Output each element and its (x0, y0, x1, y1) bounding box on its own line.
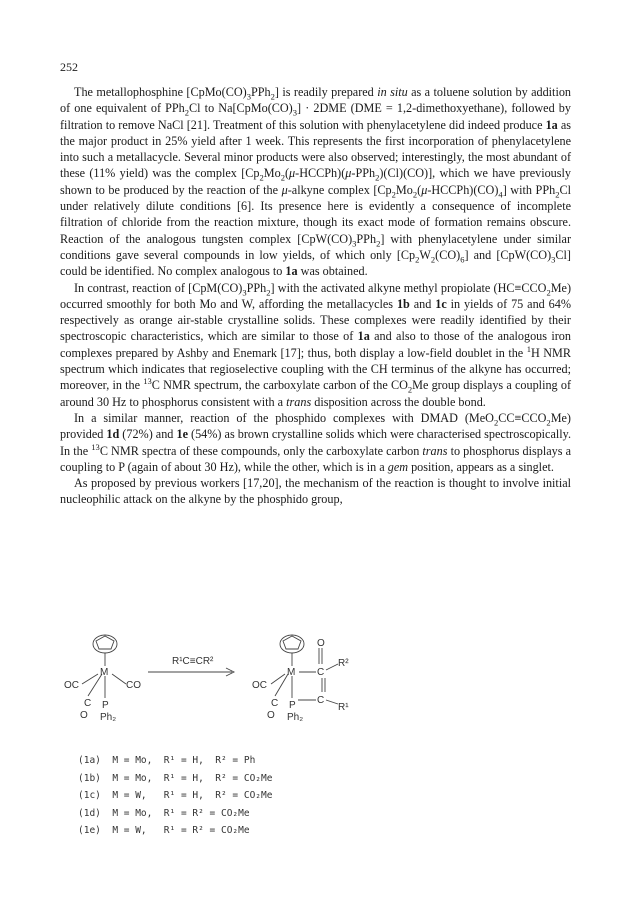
compound-entry: (1c) M = W, R¹ = H, R² = CO₂Me (78, 790, 273, 801)
svg-text:P: P (102, 700, 109, 711)
svg-text:P: P (289, 700, 296, 711)
svg-text:Ph₂: Ph₂ (100, 712, 117, 723)
svg-text:C: C (317, 695, 325, 706)
svg-text:C: C (84, 698, 92, 709)
svg-text:O: O (267, 710, 275, 721)
paragraph: In a similar manner, reaction of the phosphido complexes with DMAD $(MeO_2CC\equiv CCO_2Me)$ provided 1d (72%) and 1e (54%) as brown crystalline solids which were characterised spectroscopically. In the $^{13}$C NMR spectra of these compounds, only the carboxylate carbon trans to phosphorus displays a coupling to P (again of about 30 Hz), while the other, which is in a gem position, appears as a singlet. (60, 410, 571, 474)
svg-text:OC: OC (252, 680, 267, 691)
svg-text:R²: R² (338, 658, 349, 669)
svg-text:R¹: R¹ (338, 702, 349, 713)
body-text (60, 84, 571, 508)
svg-text:O: O (80, 710, 88, 721)
left-metal: M (100, 667, 109, 678)
reagent-label: R¹C≡CR² (172, 656, 214, 667)
svg-text:C: C (317, 667, 325, 678)
cp-ring-left (93, 635, 117, 653)
compound-entry: (1a) M = Mo, R¹ = H, R² = Ph (78, 755, 256, 766)
svg-text:CO: CO (126, 680, 141, 691)
page-number: 252 (60, 60, 78, 74)
cp-ring-right (280, 635, 304, 653)
compound-entry: (1d) M = Mo, R¹ = R² = CO₂Me (78, 807, 250, 819)
paragraph: As proposed by previous workers [17,20], the mechanism of the reaction is thought to involve initial nucleophilic attack on the alkyne by the phosphido group, (60, 476, 571, 507)
compound-entry: (1e) M = W, R¹ = R² = CO₂Me (78, 825, 250, 836)
compound-entry: (1b) M = Mo, R¹ = H, R² = CO₂Me (78, 772, 273, 784)
svg-text:Ph₂: Ph₂ (287, 712, 304, 723)
compound-list (78, 752, 272, 840)
paragraph: In contrast, reaction of $[CpM(CO)_3PPh_2]$ with the activated alkyne methyl propiolate $(HC\equiv CCO_2Me)$ occurred smoothly for both Mo and W, affording the metallacycles 1b and 1c in yields of 75 and 64% respectively as orange air-stable crystalline solids. These complexes were readily identified by their spectroscopic characteristics, which are similar to those of 1a and also to those of the analogous iron complexes prepared by Ashby and Enemark [17]; thus, both display a low-field doublet in the $^1$H NMR spectrum which indicates that regioselective coupling with the CH terminus of the alkyne has occurred; moreover, in the $^{13}$C NMR spectrum, the carboxylate carbon of the $CO_2Me$ group displays a coupling of around 30 Hz to phosphorus consistent with a trans disposition across the double bond. (60, 280, 572, 409)
svg-text:OC: OC (64, 680, 79, 691)
svg-text:O: O (317, 638, 325, 649)
right-metal: M (287, 667, 296, 678)
svg-text:C: C (271, 698, 279, 709)
paragraph: The metallophosphine $[CpMo(CO)_3PPh_2]$ is readily prepared in situ as a toluene solution by addition of one equivalent of PPh$_2$Cl to $Na[CpMo(CO)_3] \cdot 2DME$ (DME = 1,2-dimethoxyethane), followed by filtration to remove NaCl [21]. Treatment of this solution with phenylacetylene did indeed produce 1a as the major product in 25% yield after 1 week. This represents the first incorporation of phenylacetylene into such a metallacycle. Several minor products were also observed; interestingly, the most abundant of these (11% yield) was the complex $[Cp_2Mo_2(\mu-HCCPh)(\mu-PPh_2)(Cl)(CO)]$, which we have previously shown to be produced by the reaction of the μ-alkyne complex $[Cp_2Mo_2(\mu-HCCPh)(CO)_4]$ with PPh$_2$Cl under relatively dilute conditions [6]. Its presence here is evidently a consequence of incomplete filtration of chloride from the reaction mixture, though its exact mode of formation remains obscure. Reaction of the analogous tungsten complex $[CpW(CO)_3PPh_2]$ with phenylacetylene under similar conditions gave several compounds in low yields, of which only $[Cp_2W_2(CO)_6]$ and $[CpW(CO)_3Cl]$ could be identified. No complex analogous to 1a was obtained. (60, 85, 572, 279)
